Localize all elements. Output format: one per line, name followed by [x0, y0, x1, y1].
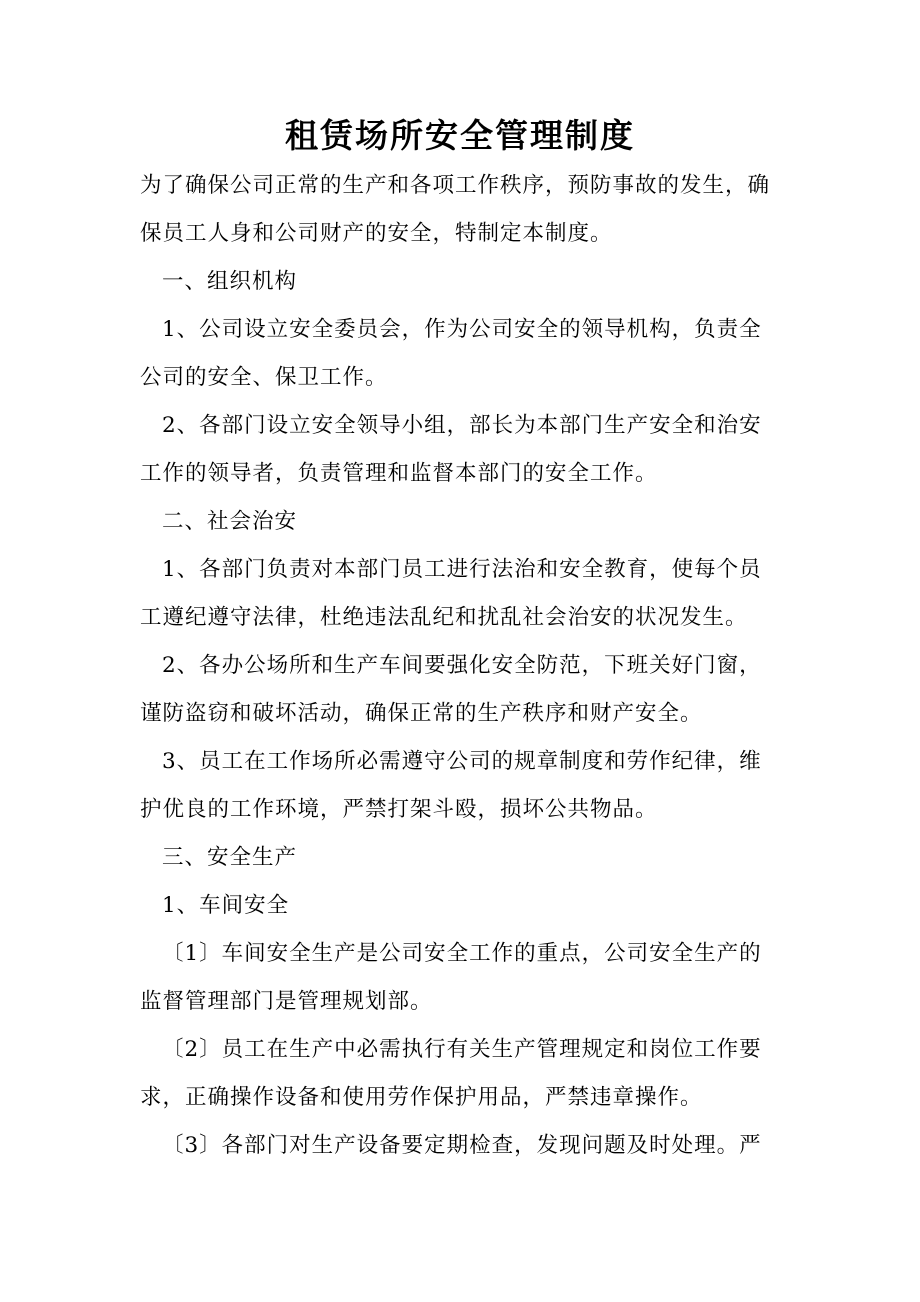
document-body: [140, 162, 780, 1170]
text-line-intro-1: 为了确保公司正常的生产和各项工作秩序，预防事故的发生，确: [140, 173, 771, 198]
text-line-workshop-2a: 〔2〕员工在生产中必需执行有关生产管理规定和岗位工作要: [162, 1037, 762, 1062]
text-line-order-3b: 护优良的工作环境，严禁打架斗殴，损坏公共物品。: [140, 797, 658, 822]
subsection-heading-workshop-safety: 1、车间安全: [162, 893, 290, 918]
text-line-order-1a: 1、各部门负责对本部门员工进行法治和安全教育，使每个员: [162, 557, 762, 582]
text-line-org-1b: 公司的安全、保卫工作。: [140, 365, 388, 390]
text-line-intro-2: 保员工人身和公司财产的安全，特制定本制度。: [140, 221, 613, 246]
text-line-workshop-1b: 监督管理部门是管理规划部。: [140, 989, 433, 1014]
text-line-workshop-3a: 〔3〕各部门对生产设备要定期检查，发现问题及时处理。严: [162, 1133, 762, 1158]
text-line-org-2a: 2、各部门设立安全领导小组，部长为本部门生产安全和治安: [162, 413, 762, 438]
section-heading-organization: 一、组织机构: [162, 269, 298, 294]
text-line-order-3a: 3、员工在工作场所必需遵守公司的规章制度和劳作纪律，维: [162, 749, 762, 774]
section-heading-safety-production: 三、安全生产: [162, 845, 298, 870]
section-heading-public-order: 二、社会治安: [162, 509, 298, 534]
text-line-order-2a: 2、各办公场所和生产车间要强化安全防范，下班关好门窗，: [162, 653, 762, 678]
text-line-workshop-2b: 求，正确操作设备和使用劳作保护用品，严禁违章操作。: [140, 1085, 703, 1110]
document-title: 租赁场所安全管理制度: [285, 116, 635, 155]
text-line-order-2b: 谨防盗窃和破坏活动，确保正常的生产秩序和财产安全。: [140, 701, 703, 726]
text-line-org-2b: 工作的领导者，负责管理和监督本部门的安全工作。: [140, 461, 658, 486]
text-line-org-1a: 1、公司设立安全委员会，作为公司安全的领导机构，负责全: [162, 317, 762, 342]
text-line-order-1b: 工遵纪遵守法律，杜绝违法乱纪和扰乱社会治安的状况发生。: [140, 605, 748, 630]
text-line-workshop-1a: 〔1〕车间安全生产是公司安全工作的重点，公司安全生产的: [162, 941, 762, 966]
